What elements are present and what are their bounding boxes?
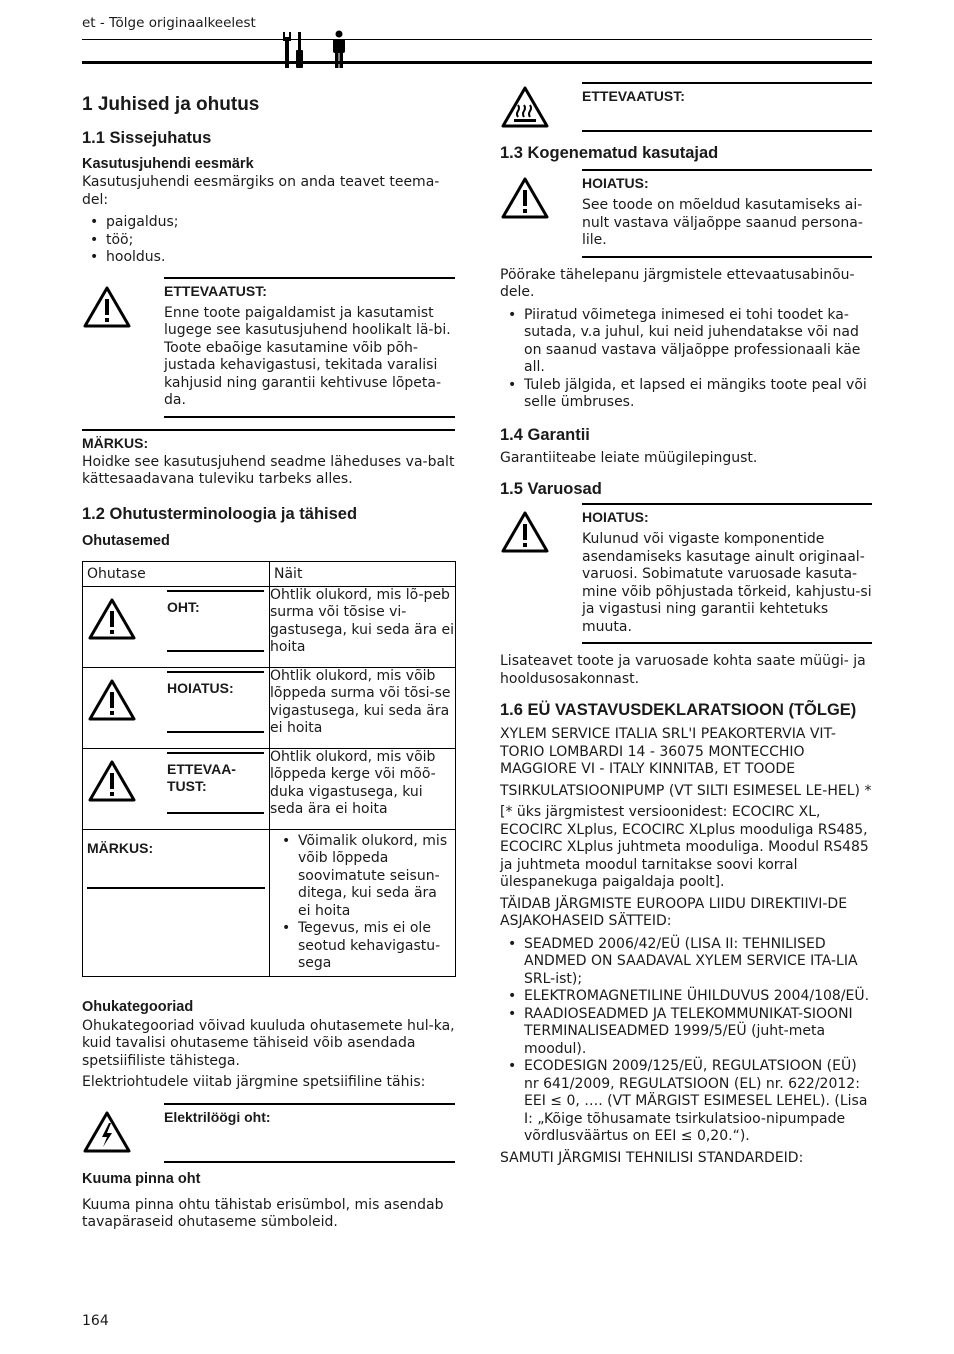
list-item: • paigaldus;: [82, 214, 455, 232]
declaration-paragraph: XYLEM SERVICE ITALIA SRL'I PEAKORTERVIA VIT-TORIO LOMBARDI 14 - 36075 MONTECCHIO MAGGIORE VI - ITALY KINNITAB, ET TOODE: [500, 726, 836, 777]
warning-triangle-icon: [82, 285, 132, 329]
purpose-list: [82, 214, 455, 267]
categories-text: Ohukategooriad võivad kuuluda ohutasemete hul-ka, kuid tavalisi ohutaseme tähiseid võib asendada spetsiifiliste tähistega.: [82, 1017, 455, 1069]
table-row: [83, 748, 456, 829]
running-header: et - Tõlge originaalkeelest: [82, 15, 256, 31]
section-1-2-title: 1.2 Ohutusterminoloogia ja tähised: [82, 504, 358, 523]
electric-notice: [82, 1103, 455, 1163]
directives-list: [500, 936, 872, 1146]
note-level-list: [274, 833, 451, 973]
table-header-indication: Näit: [270, 561, 456, 586]
level-label-danger: OHT:: [167, 598, 200, 615]
section-1-1-title: 1.1 Sissejuhatus: [82, 129, 212, 147]
table-header-level: Ohutase: [83, 561, 270, 586]
declaration-paragraph: SAMUTI JÄRGMISI TEHNILISI STANDARDEID:: [500, 1149, 804, 1166]
spare-parts-text: Lisateavet toote ja varuosade kohta saate müügi- ja hooldusosakonnast.: [500, 653, 866, 687]
electric-label: Elektrilöögi oht:: [164, 1108, 271, 1125]
note-text: Hoidke see kasutusjuhend seadme läheduses va-balt kättesaadavana tuleviku tarbeks alles.: [82, 453, 455, 487]
section-1-title: 1 Juhised ja ohutus: [82, 94, 260, 115]
hot-surface-notice: [500, 82, 872, 132]
level-label-note: MÄRKUS:: [87, 839, 154, 856]
declaration-paragraph: TÄIDAB JÄRGMISTE EUROOPA LIIDU DIREKTIIVI-DE ASJAKOHASEID SÄTTEID:: [500, 895, 848, 929]
header-rule: [82, 39, 872, 40]
tools-icon: [282, 30, 306, 70]
list-item: • ECODESIGN 2009/125/EÜ, REGULATSIOON (EÜ) nr 641/2009, REGULATSIOON (EL) nr. 622/2012: EEI ≤ 0, …. (VT MÄRGIST ESIMESEL LEHEL). (Lisa I: „Kõige tõhusamate tsirkulatsioo-nipumpade võrdlusväärtus on EEI ≤ 0,20.“).: [500, 1058, 872, 1146]
spare-warning-text: Kulunud või vigaste komponentide asendamiseks kasutage ainult originaal-varuosi. Sobimatute varuosade kasuta-mine võib põhjustada tõrkeid, kahjustu-si ja vigastusi ning garantii kehtetuks muuta.: [582, 531, 872, 635]
left-column: [82, 64, 455, 1232]
warning-notice: [500, 169, 872, 258]
attention-list: [500, 307, 872, 412]
warning-triangle-icon: [500, 510, 550, 554]
caution-text: Enne toote paigaldamist ja kasutamist lugege see kasutusjuhend hoolikalt lä-bi. Toote ebaõige kasutamine võib põh-justada kehavigastusi, tekitada varalisi kahjusid ning garantii kehtivuse lõpeta-da.: [164, 304, 451, 408]
table-row: [83, 586, 456, 667]
categories-heading: Ohukategooriad: [82, 998, 194, 1015]
list-item: • RAADIOSEADMED JA TELEKOMMUNIKAT-SIOONI TERMINALISEADMED 1999/5/EÜ (juht-meta moodul).: [500, 1006, 872, 1059]
note-label: MÄRKUS:: [82, 434, 149, 451]
right-column: [500, 64, 872, 1167]
warning-triangle-icon: [87, 678, 137, 722]
list-item: • Tuleb jälgida, et lapsed ei mängiks toote peal või selle ümbruses.: [500, 377, 872, 412]
list-item: • hooldus.: [82, 249, 455, 267]
section-1-3-title: 1.3 Kogenematud kasutajad: [500, 144, 719, 162]
level-label-warning: HOIATUS:: [167, 679, 234, 696]
list-item: • Tegevus, mis ei ole seotud kehavigastu-sega: [274, 920, 451, 973]
level-desc-caution: Ohtlik olukord, mis võib lõppeda kerge või mõõ-duka vigastusega, kui seda ära ei hoita: [270, 748, 456, 829]
warning-text: See toode on mõeldud kasutamiseks ai-nult vastava väljaõppe saanud persona-lile.: [582, 197, 863, 248]
level-desc-warning: Ohtlik olukord, mis võib lõppeda surma või tõsi-se vigastusega, kui seda ära ei hoita: [270, 667, 456, 748]
hot-surface-text: Kuuma pinna ohtu tähistab erisümbol, mis asendab tavapäraseid ohutaseme sümboleid.: [82, 1196, 444, 1230]
table-row: [83, 667, 456, 748]
hot-surface-heading: Kuuma pinna oht: [82, 1170, 201, 1187]
declaration-paragraph: TSIRKULATSIOONIPUMP (VT SILTI ESIMESEL LE-HEL) *: [500, 782, 872, 799]
warranty-text: Garantiiteabe leiate müügilepingust.: [500, 449, 758, 466]
caution-notice: [82, 277, 455, 418]
warning-triangle-icon: [87, 759, 137, 803]
purpose-text: Kasutusjuhendi eesmärgiks on anda teavet teema- del:: [82, 174, 440, 208]
warning-label: HOIATUS:: [582, 175, 649, 191]
list-item: • Võimalik olukord, mis võib lõppeda soovimatute seisun-ditega, kui seda ära ei hoita: [274, 833, 451, 921]
table-row: [83, 829, 456, 976]
declaration-paragraph: [* üks järgmistest versioonidest: ECOCIRC XL, ECOCIRC XLplus, ECOCIRC XLplus mooduliga RS485, ECOCIRC XLplus juhtmeta mooduliga. Moodul RS485 ja juhtmeta moodul tarnitakse soovi korral ülespanekuga paigaldaja poolt].: [500, 804, 869, 890]
hazard-levels-table: [82, 561, 456, 977]
warning-triangle-icon: [500, 176, 550, 220]
hot-caution-label: ETTEVAATUST:: [582, 88, 685, 104]
electric-shock-icon: [82, 1110, 132, 1154]
page-number: 164: [82, 1313, 109, 1329]
attention-text: Pöörake tähelepanu järgmistele ettevaatusabinõu-dele.: [500, 266, 855, 300]
section-1-4-title: 1.4 Garantii: [500, 425, 590, 444]
spare-parts-warning: [500, 503, 872, 644]
section-1-6-title: 1.6 EÜ VASTAVUSDEKLARATSIOON (TÕLGE): [500, 701, 857, 719]
level-desc-danger: Ohtlik olukord, mis lõ-peb surma või tõsise vi-gastusega, kui seda ära ei hoita: [270, 586, 456, 667]
list-item: • töö;: [82, 232, 455, 250]
levels-heading: Ohutasemed: [82, 532, 170, 549]
level-label-caution: ETTEVAA- TUST:: [167, 760, 236, 794]
section-1-5-title: 1.5 Varuosad: [500, 480, 602, 498]
electric-intro: Elektriohtudele viitab järgmine spetsiifiline tähis:: [82, 1074, 426, 1090]
person-icon: [328, 30, 350, 70]
list-item: • ELEKTROMAGNETILINE ÜHILDUVUS 2004/108/EÜ.: [500, 988, 872, 1006]
list-item: • SEADMED 2006/42/EÜ (LISA II: TEHNILISED ANDMED ON SAADAVAL XYLEM SERVICE ITA-LIA SRL-ist);: [500, 936, 872, 989]
purpose-heading: Kasutusjuhendi eesmärk: [82, 156, 254, 172]
hot-surface-icon: [500, 85, 550, 129]
caution-label: ETTEVAATUST:: [164, 282, 267, 299]
spare-warning-label: HOIATUS:: [582, 509, 649, 525]
list-item: • Piiratud võimetega inimesed ei tohi toodet ka-sutada, v.a juhul, kui neid juhendatakse või nad on saanud vastava väljaõppe professionaali käe all.: [500, 307, 872, 377]
warning-triangle-icon: [87, 597, 137, 641]
